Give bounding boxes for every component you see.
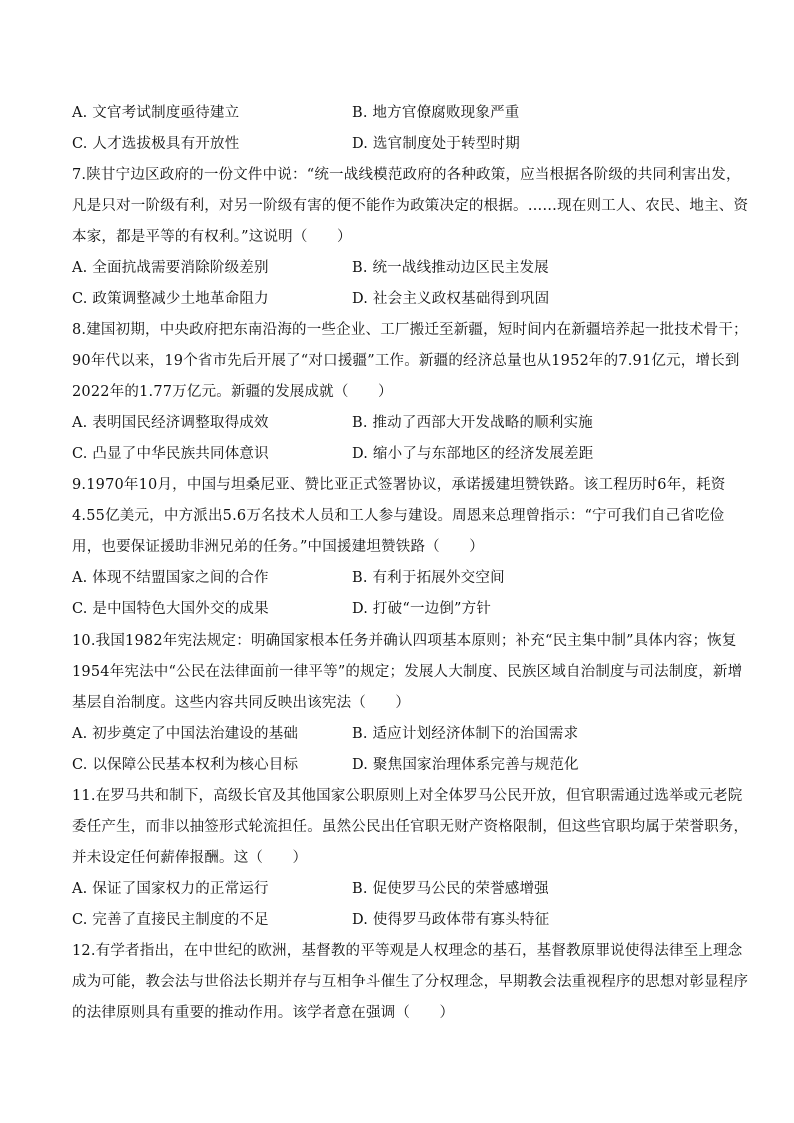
q9-option-b[interactable]: B. 有利于拓展外交空间 xyxy=(352,570,505,586)
q8-option-a[interactable]: A. 表明国民经济调整取得成效 xyxy=(72,415,269,431)
q7-stem-line: 本家，都是平等的有权利。”这说明（ ） xyxy=(72,229,352,245)
q7-option-a[interactable]: A. 全面抗战需要消除阶级差别 xyxy=(72,260,269,276)
q7-option-d[interactable]: D. 社会主义政权基础得到巩固 xyxy=(352,291,550,307)
q10-stem-line: 基层自治制度。这些内容共同反映出该宪法（ ） xyxy=(72,695,411,711)
q11-option-c[interactable]: C. 完善了直接民主制度的不足 xyxy=(72,912,269,928)
q6-option-d[interactable]: D. 选官制度处于转型时期 xyxy=(352,136,520,152)
q10-option-b[interactable]: B. 适应计划经济体制下的治国需求 xyxy=(352,726,579,742)
q8-stem-line: 2022年的1.77万亿元。新疆的发展成就（ ） xyxy=(72,384,393,400)
q6-option-a[interactable]: A. 文官考试制度亟待建立 xyxy=(72,105,240,121)
q11-option-b[interactable]: B. 促使罗马公民的荣誉感增强 xyxy=(352,881,549,897)
q8-option-b[interactable]: B. 推动了西部大开发战略的顺利实施 xyxy=(352,415,593,431)
q9-stem-line: 用，也要保证援助非洲兄弟的任务。”中国援建坦赞铁路（ ） xyxy=(72,539,484,555)
q10-stem-line: 10.我国1982年宪法规定：明确国家根本任务并确认四项基本原则；补充“民主集中制”具体内容；恢复 xyxy=(72,633,737,649)
q7-option-c[interactable]: C. 政策调整减少土地革命阻力 xyxy=(72,291,269,307)
q12-stem-line: 成为可能，教会法与世俗法长期并存与互相争斗催生了分权理念，早期教会法重视程序的思想对彰显程序 xyxy=(72,974,749,990)
q11-option-a[interactable]: A. 保证了国家权力的正常运行 xyxy=(72,881,269,897)
q6-option-c[interactable]: C. 人才选拔极具有开放性 xyxy=(72,136,240,152)
q9-option-d[interactable]: D. 打破“一边倒”方针 xyxy=(352,601,492,617)
q8-option-c[interactable]: C. 凸显了中华民族共同体意识 xyxy=(72,446,269,462)
q9-option-a[interactable]: A. 体现不结盟国家之间的合作 xyxy=(72,570,269,586)
q10-stem-line: 1954年宪法中“公民在法律面前一律平等”的规定；发展人大制度、民族区域自治制度与司法制度，新增 xyxy=(72,664,743,680)
q10-option-c[interactable]: C. 以保障公民基本权利为核心目标 xyxy=(72,757,299,773)
q6-option-b[interactable]: B. 地方官僚腐败现象严重 xyxy=(352,105,520,121)
q12-stem-line: 12.有学者指出，在中世纪的欧洲，基督教的平等观是人权理念的基石，基督教原罪说使得法律至上理念 xyxy=(72,943,743,959)
q9-option-c[interactable]: C. 是中国特色大国外交的成果 xyxy=(72,601,269,617)
q11-stem-line: 并未设定任何薪俸报酬。这（ ） xyxy=(72,850,308,866)
q8-stem-line: 8.建国初期，中央政府把东南沿海的一些企业、工厂搬迁至新疆，短时间内在新疆培养起一批技术骨干； xyxy=(72,322,748,338)
q7-option-b[interactable]: B. 统一战线推动边区民主发展 xyxy=(352,260,549,276)
q11-stem-line: 委任产生，而非以抽签形式轮流担任。虽然公民出任官职无财产资格限制，但这些官职均属于荣誉职务， xyxy=(72,819,749,835)
q9-stem-line: 4.55亿美元，中方派出5.6万名技术人员和工人参与建设。周恩来总理曾指示：“宁可我们自己省吃俭 xyxy=(72,508,725,524)
q8-stem-line: 90年代以来，19个省市先后开展了“对口援疆”工作。新疆的经济总量也从1952年的7.91亿元，增长到 xyxy=(72,353,740,369)
q11-stem-line: 11.在罗马共和制下，高级长官及其他国家公职原则上对全体罗马公民开放，但官职需通过选举或元老院 xyxy=(72,788,743,804)
q10-option-a[interactable]: A. 初步奠定了中国法治建设的基础 xyxy=(72,726,299,742)
q10-option-d[interactable]: D. 聚焦国家治理体系完善与规范化 xyxy=(352,757,579,773)
q11-option-d[interactable]: D. 使得罗马政体带有寡头特征 xyxy=(352,912,550,928)
q7-stem-line: 凡是只对一阶级有利，对另一阶级有害的便不能作为政策决定的根据。……现在则工人、农民、地主、资 xyxy=(72,198,749,214)
q8-option-d[interactable]: D. 缩小了与东部地区的经济发展差距 xyxy=(352,446,594,462)
q7-stem-line: 7.陕甘宁边区政府的一份文件中说：“统一战线模范政府的各种政策，应当根据各阶级的共同利害出发， xyxy=(72,167,741,183)
q9-stem-line: 9.1970年10月，中国与坦桑尼亚、赞比亚正式签署协议，承诺援建坦赞铁路。该工程历时6年，耗资 xyxy=(72,477,726,493)
q12-stem-line: 的法律原则具有重要的推动作用。该学者意在强调（ ） xyxy=(72,1005,455,1021)
